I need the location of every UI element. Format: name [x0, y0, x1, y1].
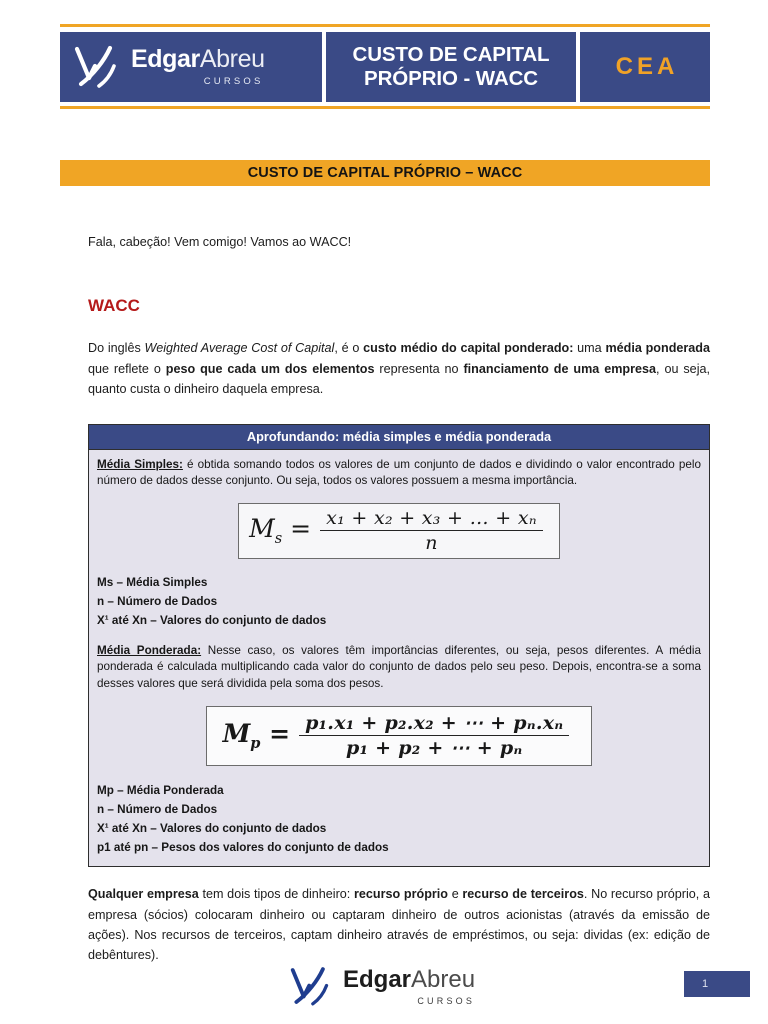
brand-subtitle: CURSOS [203, 76, 264, 88]
formula-1-denominator: n [320, 530, 543, 554]
media-ponderada-formula-box [206, 706, 593, 766]
formula-2-symbol: M [222, 719, 251, 749]
spacer-after-box [88, 867, 710, 884]
list-item: Ms – Média Simples [97, 575, 208, 589]
aprofundando-box [88, 424, 710, 868]
media-ponderada-legend [97, 782, 701, 858]
list-item: X¹ até Xn – Valores do conjunto de dados [97, 822, 327, 836]
page-footer [0, 960, 768, 1024]
spacer-formula-1-top [97, 490, 701, 503]
formula-1-equals: = [290, 513, 312, 543]
brand-wordmark [131, 47, 265, 87]
formula-2-numerator: p₁.x₁ + p₂.x₂ + ⋯ + pₙ.xₙ [305, 712, 564, 735]
closing-bold-2: recurso próprio [354, 887, 448, 902]
footer-brand-subtitle: CURSOS [417, 995, 476, 1006]
spacer-formula-2-top [97, 692, 701, 706]
def-bold-2: média ponderada [605, 341, 710, 356]
definition-paragraph [88, 338, 710, 399]
formula-1-subscript: s [274, 530, 283, 547]
header-title [353, 43, 550, 91]
def-bold-1: custo médio do capital ponderado: [363, 341, 574, 356]
media-simples-paragraph [97, 457, 701, 490]
section-title-text: CUSTO DE CAPITAL PRÓPRIO – WACC [247, 165, 523, 181]
media-ponderada-label: Média Ponderada: [97, 643, 202, 657]
header-bar [60, 32, 710, 102]
formula-2-denominator: p₁ + p₂ + ⋯ + pₙ [299, 735, 569, 759]
media-ponderada-formula [223, 712, 570, 759]
def-text-5: representa no [374, 361, 464, 376]
closing-text-2: e [448, 887, 463, 902]
media-simples-label: Média Simples: [97, 457, 183, 471]
def-italic-term: Weighted Average Cost of Capital [144, 341, 335, 356]
spacer-before-box [88, 400, 710, 424]
media-simples-formula [249, 507, 543, 554]
media-ponderada-paragraph [97, 643, 701, 693]
closing-bold-1: Qualquer empresa [88, 887, 199, 902]
formula-2-equals: = [269, 719, 291, 749]
exam-badge-label: CEA [615, 53, 679, 80]
media-ponderada-formula-wrap [97, 706, 701, 766]
wacc-heading: WACC [88, 296, 140, 316]
edgar-abreu-v-swoosh-icon [290, 966, 332, 1007]
edgar-abreu-v-swoosh-icon [74, 45, 120, 89]
section-title-bar [60, 160, 710, 186]
header-exam-badge-block [580, 32, 710, 102]
formula-2-subscript: p [250, 735, 261, 753]
closing-paragraph [88, 884, 710, 966]
formula-1-numerator: x₁ + x₂ + x₃ + … + xₙ [326, 506, 537, 529]
list-item: n – Número de Dados [97, 594, 218, 608]
formula-1-lhs [249, 514, 320, 547]
header-rule-top [60, 24, 710, 27]
document-content [88, 232, 710, 966]
spacer-formula-2-bottom [97, 766, 701, 782]
def-text-2: , é o [334, 341, 364, 356]
footer-brand-name: EdgarAbreu [343, 965, 476, 993]
header-logo-block [60, 32, 322, 102]
spacer-before-ponderada [97, 631, 701, 643]
formula-2-fraction [299, 712, 569, 759]
media-simples-legend [97, 574, 701, 631]
page-number-badge: 1 [684, 971, 750, 997]
brand-logo [74, 45, 265, 89]
media-simples-text: é obtida somando todos os valores de um conjunto de dados e dividindo o valor encontrado pelo número de dados desse conjunto. Ou seja, todos os valores possuem a mesma importância. [97, 457, 701, 488]
intro-paragraph: Fala, cabeção! Vem comigo! Vamos ao WACC! [88, 235, 352, 249]
media-ponderada-text: Nesse caso, os valores têm importâncias diferentes, ou seja, pesos diferentes. A média ponderada é calculada multiplicando cada valor do conjunto de dados pelo seu peso. Depois, encontra-se a soma desses valores que será dividida pela soma dos pesos. [97, 643, 701, 690]
formula-2-lhs [223, 719, 300, 752]
spacer-after-heading [88, 316, 710, 338]
header-title-line-2: PRÓPRIO - WACC [364, 67, 538, 90]
def-text-1: Do inglês [88, 341, 145, 356]
footer-brand-logo [290, 966, 475, 1007]
formula-1-fraction [320, 507, 543, 554]
header-rule-bottom [60, 106, 710, 109]
closing-text-1: tem dois tipos de dinheiro: [198, 887, 355, 902]
spacer-after-intro [88, 252, 710, 296]
aprofundando-box-body [89, 450, 709, 867]
header-title-block [326, 32, 576, 102]
media-simples-formula-wrap [97, 503, 701, 559]
def-bold-4: financiamento de uma empresa [463, 361, 657, 376]
aprofundando-box-title: Aprofundando: média simples e média ponderada [89, 425, 709, 450]
def-bold-3: peso que cada um dos elementos [165, 361, 375, 376]
media-simples-formula-box [238, 503, 560, 559]
page-header [60, 24, 710, 109]
def-text-6: , ou seja, quanto custa o dinheiro daquela empresa. [88, 361, 710, 397]
closing-bold-3: recurso de terceiros [462, 887, 584, 902]
brand-name: EdgarAbreu [131, 45, 265, 74]
formula-1-symbol: M [249, 513, 275, 543]
footer-brand-wordmark [343, 965, 476, 1006]
closing-text-3: . No recurso próprio, a empresa (sócios) colocaram dinheiro ou captaram dinheiro de outros acionistas (através da emissão de ações). Nos recursos de terceiros, captam dinheiro através de empréstimos, ou seja: dividas (ex: edição de debêntures). [88, 887, 710, 963]
list-item: Mp – Média Ponderada [97, 784, 224, 798]
def-text-3: uma [573, 341, 606, 356]
list-item: X¹ até Xn – Valores do conjunto de dados [97, 613, 327, 627]
def-text-4: que reflete o [88, 361, 166, 376]
spacer-formula-1-bottom [97, 559, 701, 574]
list-item: n – Número de Dados [97, 803, 218, 817]
list-item: p1 até pn – Pesos dos valores do conjunto de dados [97, 841, 389, 855]
header-title-line-1: CUSTO DE CAPITAL [352, 43, 550, 67]
